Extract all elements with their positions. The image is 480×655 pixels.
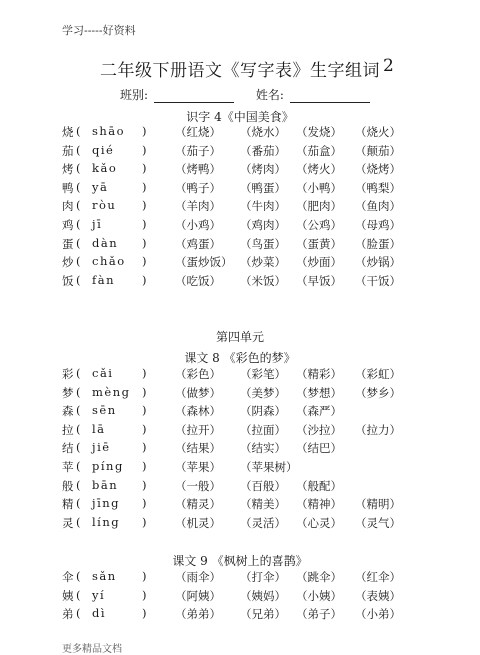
word: （小鸡）	[175, 218, 221, 232]
paren-open: (	[76, 587, 81, 602]
word: （灵气）	[355, 515, 401, 530]
paren-close: )	[142, 514, 147, 529]
pinyin: jīng	[92, 496, 121, 511]
pinyin: qié	[92, 142, 115, 157]
paren-close: )	[142, 235, 147, 250]
word: （发烧）	[296, 125, 342, 139]
pinyin: jiē	[92, 440, 111, 455]
word: （烤肉）	[240, 162, 286, 177]
word: （苹果树）	[240, 460, 298, 474]
pinyin: yí	[92, 587, 106, 602]
character: 灵	[62, 515, 74, 530]
word: （美梦）	[240, 385, 286, 400]
word: （鸡蛋）	[175, 236, 221, 251]
character: 姨	[62, 588, 74, 603]
paren-open: (	[76, 403, 81, 418]
word: （梦想）	[296, 385, 342, 400]
pinyin: chǎo	[92, 254, 126, 269]
word: （脸蛋）	[355, 236, 401, 251]
paren-open: (	[76, 272, 81, 287]
word: （森林）	[175, 404, 221, 419]
word: （弟弟）	[175, 607, 221, 622]
paren-close: )	[142, 403, 147, 418]
character: 拉	[62, 422, 74, 437]
pinyin: kǎo	[92, 161, 118, 176]
word: （茄盒）	[296, 143, 342, 158]
paren-open: (	[76, 366, 81, 380]
word: （茄子）	[175, 143, 221, 158]
word: （森严）	[296, 404, 342, 419]
word: （精彩）	[296, 367, 342, 381]
character: 森	[62, 404, 74, 419]
name-label: 姓名:	[255, 88, 284, 102]
word: （小姨）	[296, 588, 342, 603]
word: （蛋黄）	[296, 236, 342, 251]
word: （米饭）	[240, 273, 286, 288]
paren-close: )	[142, 496, 147, 511]
paren-open: (	[76, 142, 81, 157]
paren-close: )	[142, 440, 147, 455]
word: （机灵）	[175, 515, 221, 530]
title-number: 2	[383, 56, 395, 76]
character: 烤	[62, 162, 74, 177]
paren-close: )	[142, 198, 147, 213]
paren-close: )	[142, 161, 147, 176]
word: （蛋炒饭）	[175, 255, 233, 270]
word: （鸭蛋）	[240, 180, 286, 195]
paren-open: (	[76, 459, 81, 473]
pinyin: lā	[92, 421, 106, 436]
page-header: 学习-----好资料	[62, 24, 136, 37]
paren-close: )	[142, 142, 147, 157]
word: （鱼肉）	[355, 199, 401, 214]
word: （鸭梨）	[355, 180, 401, 195]
word: （精神）	[296, 497, 342, 512]
paren-open: (	[76, 235, 81, 250]
character: 般	[62, 478, 74, 493]
word: （精明）	[355, 497, 401, 512]
paren-open: (	[76, 569, 81, 583]
character: 苹	[62, 460, 74, 474]
pinyin: fàn	[92, 272, 116, 287]
pinyin: píng	[92, 459, 124, 473]
word: （精美）	[240, 497, 286, 512]
word: （烧火）	[355, 125, 401, 139]
lesson-heading: 识字 4《中国美食》	[186, 110, 294, 124]
pinyin: sēn	[92, 403, 117, 418]
word: （番茄）	[240, 143, 286, 158]
word: （结果）	[175, 441, 221, 456]
paren-close: )	[142, 217, 147, 231]
word: （苹果）	[175, 460, 221, 474]
class-label: 班别:	[120, 88, 149, 102]
character: 精	[62, 497, 74, 512]
pinyin: jī	[92, 217, 103, 231]
paren-open: (	[76, 606, 81, 621]
word: （颠茄）	[355, 143, 401, 158]
paren-open: (	[76, 161, 81, 176]
character: 炒	[62, 255, 74, 270]
word: （结实）	[240, 441, 286, 456]
word: （百般）	[240, 478, 286, 493]
word: （鸭子）	[175, 180, 221, 195]
word: （公鸡）	[296, 218, 342, 232]
word: （姨妈）	[240, 588, 286, 603]
character: 烧	[62, 125, 74, 139]
paren-open: (	[76, 217, 81, 231]
paren-close: )	[142, 459, 147, 473]
paren-close: )	[142, 124, 147, 138]
pinyin: cǎi	[92, 366, 114, 380]
word: （烧烤）	[355, 162, 401, 177]
character: 梦	[62, 385, 74, 400]
word: （小鸭）	[296, 180, 342, 195]
paren-open: (	[76, 254, 81, 269]
word: （做梦）	[175, 385, 221, 400]
word: （跳伞）	[296, 570, 342, 584]
student-info	[120, 86, 388, 103]
pinyin: dì	[92, 606, 107, 621]
character: 弟	[62, 607, 74, 622]
word: （彩色）	[175, 367, 221, 381]
word: （一般）	[175, 478, 221, 493]
word: （彩虹）	[355, 367, 401, 381]
word: （拉力）	[355, 422, 401, 437]
paren-open: (	[76, 496, 81, 511]
character: 蛋	[62, 236, 74, 251]
paren-close: )	[142, 477, 147, 492]
character: 鸭	[62, 180, 74, 195]
word: （梦乡）	[355, 385, 401, 400]
paren-close: )	[142, 384, 147, 399]
paren-close: )	[142, 606, 147, 621]
character: 茄	[62, 143, 74, 158]
paren-close: )	[142, 272, 147, 287]
word: （鸟蛋）	[240, 236, 286, 251]
character: 肉	[62, 199, 74, 214]
paren-close: )	[142, 254, 147, 269]
lesson-heading: 课文 9 《枫树上的喜鹊》	[172, 554, 308, 568]
paren-open: (	[76, 384, 81, 399]
word: （拉开）	[175, 422, 221, 437]
paren-open: (	[76, 514, 81, 529]
word: （精灵）	[175, 497, 221, 512]
word: （烧水）	[240, 125, 286, 139]
character: 彩	[62, 367, 74, 381]
page-footer: 更多精品文档	[62, 644, 122, 655]
word: （兄弟）	[240, 607, 286, 622]
word: （灵活）	[240, 515, 286, 530]
pinyin: yā	[92, 179, 109, 194]
word: （烤火）	[296, 162, 342, 177]
word: （小弟）	[355, 607, 401, 622]
word: （打伞）	[240, 570, 286, 584]
word: （烤鸭）	[175, 162, 221, 177]
lesson-heading: 课文 8 《彩色的梦》	[184, 351, 296, 365]
pinyin: líng	[92, 514, 121, 529]
pinyin: sǎn	[92, 569, 117, 583]
paren-close: )	[142, 366, 147, 380]
paren-open: (	[76, 421, 81, 436]
title-text: 二年级下册语文《写字表》生字组词	[100, 61, 380, 81]
word: （心灵）	[296, 515, 342, 530]
word: （雨伞）	[175, 570, 221, 584]
page-title	[0, 56, 480, 81]
paren-open: (	[76, 198, 81, 213]
paren-close: )	[142, 587, 147, 602]
class-blank[interactable]	[154, 90, 234, 103]
character: 结	[62, 441, 74, 456]
word: （早饭）	[296, 273, 342, 288]
paren-close: )	[142, 421, 147, 436]
paren-open: (	[76, 179, 81, 194]
character: 饭	[62, 273, 74, 288]
pinyin: dàn	[92, 235, 119, 250]
pinyin: mèng	[92, 384, 131, 399]
pinyin: bān	[92, 477, 119, 492]
word: （炒面）	[296, 255, 342, 270]
word: （母鸡）	[355, 218, 401, 232]
word: （红烧）	[175, 125, 221, 139]
word: （炒菜）	[240, 255, 286, 270]
word: （拉面）	[240, 422, 286, 437]
paren-close: )	[142, 179, 147, 194]
paren-open: (	[76, 440, 81, 455]
paren-close: )	[142, 569, 147, 583]
pinyin: shāo	[92, 124, 126, 138]
name-blank[interactable]	[290, 90, 370, 103]
character: 鸡	[62, 218, 74, 232]
word: （吃饭）	[175, 273, 221, 288]
word: （彩笔）	[240, 367, 286, 381]
word: （沙拉）	[296, 422, 342, 437]
word: （炒锅）	[355, 255, 401, 270]
word: （般配）	[296, 478, 342, 493]
pinyin: ròu	[92, 198, 117, 213]
word: （红伞）	[355, 570, 401, 584]
word: （羊肉）	[175, 199, 221, 214]
word: （阿姨）	[175, 588, 221, 603]
word: （肥肉）	[296, 199, 342, 214]
word: （弟子）	[296, 607, 342, 622]
character: 伞	[62, 570, 74, 584]
word: （结巴）	[296, 441, 342, 456]
paren-open: (	[76, 124, 81, 138]
word: （干饭）	[355, 273, 401, 288]
word: （阴森）	[240, 404, 286, 419]
word: （鸡肉）	[240, 218, 286, 232]
word: （牛肉）	[240, 199, 286, 214]
unit-heading: 第四单元	[215, 330, 264, 344]
word: （表姨）	[355, 588, 401, 603]
paren-open: (	[76, 477, 81, 492]
